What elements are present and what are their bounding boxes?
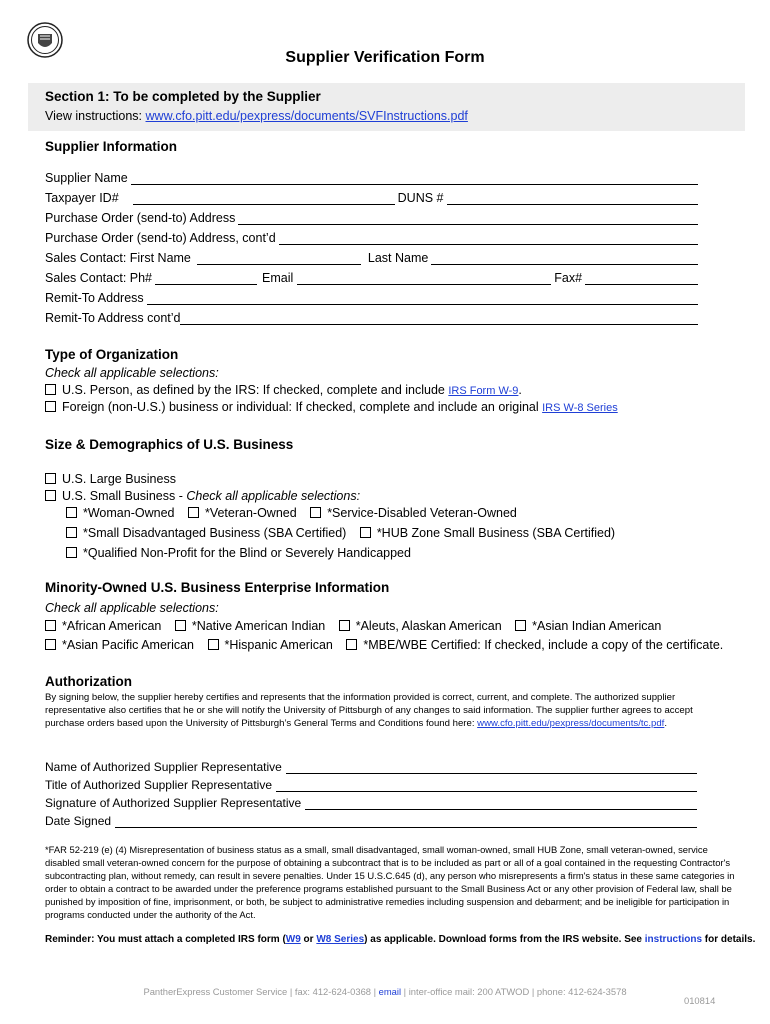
duns-label: DUNS # bbox=[397, 191, 444, 205]
instructions-link[interactable]: www.cfo.pitt.edu/pexpress/documents/SVFInstructions.pdf bbox=[145, 109, 468, 123]
remit-to-row bbox=[45, 288, 701, 305]
minority-row-1 bbox=[45, 619, 671, 633]
mbe-wbe-checkbox[interactable] bbox=[346, 639, 357, 650]
last-name-label: Last Name bbox=[367, 251, 429, 265]
supplier-info-heading: Supplier Information bbox=[45, 139, 178, 154]
far-disclaimer: *FAR 52-219 (e) (4) Misrepresentation of business status as a small, small disadvantaged, small woman-owned, small HUB Zone, small veteran-owned, service disabled small veteran-owned concern for the purpose of obtaining a subcontract that is to be included as part or all of a goal contained in the requesting Contractor's subcontracting plan, without remedy, can result in severe penalties. Under 15 U.S.C.645 (d), any person who misrepresents a firm's status in these same categories in order to obtain a contract to be awarded under the preference programs established pursuant to the Small Business Act or any other provision of Federal law, shall be punished by imposition of fine, imprisonment, or both, be subject to administrative remedies including suspension and debarment; and be ineligible for participation in programs conducted under the authority of the Act. bbox=[45, 844, 735, 920]
form-code: 010814 bbox=[684, 995, 716, 1006]
remit-to-field[interactable] bbox=[147, 291, 698, 305]
org-type-heading: Type of Organization bbox=[45, 347, 179, 362]
form-title: Supplier Verification Form bbox=[285, 49, 485, 66]
small-business-label: U.S. Small Business - bbox=[62, 489, 187, 503]
supplier-name-field[interactable] bbox=[131, 171, 698, 185]
email-label: Email bbox=[262, 271, 294, 285]
taxpayer-row bbox=[45, 188, 701, 205]
foreign-option bbox=[45, 400, 618, 414]
african-american-checkbox[interactable] bbox=[45, 620, 56, 631]
remit-to-cont-field[interactable] bbox=[180, 311, 698, 325]
authorization-text bbox=[45, 691, 717, 730]
footer-right: | inter-office mail: 200 ATWOD | phone: 412-624-3578 bbox=[401, 986, 627, 997]
reminder-or: or bbox=[300, 934, 317, 945]
small-business-checkbox[interactable] bbox=[45, 490, 56, 501]
rep-signature-label: Signature of Authorized Supplier Representative bbox=[45, 796, 302, 810]
rep-title-row bbox=[45, 776, 697, 792]
org-type-note: Check all applicable selections: bbox=[45, 366, 219, 380]
rep-title-label: Title of Authorized Supplier Representative bbox=[45, 778, 273, 792]
fax-field[interactable] bbox=[585, 271, 698, 285]
us-person-label: U.S. Person, as defined by the IRS: If checked, complete and include bbox=[62, 383, 449, 397]
hubzone-checkbox[interactable] bbox=[360, 527, 371, 538]
first-name-field[interactable] bbox=[197, 251, 361, 265]
small-business-row-3 bbox=[66, 546, 421, 560]
section-1-banner bbox=[28, 83, 745, 131]
asian-indian-label: *Asian Indian American bbox=[532, 619, 662, 633]
w8-series-link[interactable]: W8 Series bbox=[316, 934, 365, 945]
small-business-row-2 bbox=[66, 526, 625, 540]
native-american-checkbox[interactable] bbox=[175, 620, 186, 631]
large-business-label: U.S. Large Business bbox=[62, 472, 176, 486]
minority-note: Check all applicable selections: bbox=[45, 601, 219, 615]
nonprofit-checkbox[interactable] bbox=[66, 547, 77, 558]
sales-contact-phone-row bbox=[45, 268, 701, 285]
phone-field[interactable] bbox=[155, 271, 257, 285]
us-person-checkbox[interactable] bbox=[45, 384, 56, 395]
nonprofit-label: *Qualified Non-Profit for the Blind or Severely Handicapped bbox=[83, 546, 411, 560]
remit-to-label: Remit-To Address bbox=[45, 291, 144, 305]
terms-conditions-link[interactable]: www.cfo.pitt.edu/pexpress/documents/tc.pdf bbox=[477, 718, 665, 729]
sdb-checkbox[interactable] bbox=[66, 527, 77, 538]
us-person-option bbox=[45, 383, 522, 397]
reminder-line bbox=[45, 934, 755, 945]
supplier-name-label: Supplier Name bbox=[45, 171, 128, 185]
first-name-label: Sales Contact: First Name bbox=[45, 251, 191, 265]
hispanic-checkbox[interactable] bbox=[208, 639, 219, 650]
african-american-label: *African American bbox=[62, 619, 162, 633]
instructions-reminder-link[interactable]: instructions bbox=[644, 934, 703, 945]
authorization-period: . bbox=[664, 718, 667, 729]
footer-contact bbox=[0, 986, 770, 997]
native-american-label: *Native American Indian bbox=[191, 619, 326, 633]
small-business-option bbox=[45, 489, 360, 503]
date-signed-row bbox=[45, 812, 697, 828]
small-business-note: Check all applicable selections: bbox=[186, 489, 361, 503]
reminder-mid: ) as applicable. Download forms from the IRS website. See bbox=[364, 934, 645, 945]
date-signed-field[interactable] bbox=[115, 815, 697, 828]
sdvo-label: *Service-Disabled Veteran-Owned bbox=[327, 506, 517, 520]
veteran-owned-label: *Veteran-Owned bbox=[204, 506, 297, 520]
fax-label: Fax# bbox=[554, 271, 583, 285]
hispanic-label: *Hispanic American bbox=[224, 638, 333, 652]
remit-to-cont-row bbox=[45, 308, 701, 325]
asian-indian-checkbox[interactable] bbox=[515, 620, 526, 631]
taxpayer-id-label: Taxpayer ID# bbox=[45, 191, 119, 205]
reminder-end: for details. bbox=[702, 934, 756, 945]
instructions-line bbox=[45, 109, 468, 123]
irs-form-w9-link[interactable]: IRS Form W-9 bbox=[448, 385, 519, 397]
po-address-row bbox=[45, 208, 701, 225]
rep-name-field[interactable] bbox=[286, 761, 697, 774]
aleuts-checkbox[interactable] bbox=[339, 620, 350, 631]
minority-heading: Minority-Owned U.S. Business Enterprise Information bbox=[45, 580, 390, 595]
supplier-name-row bbox=[45, 168, 701, 185]
instructions-label: View instructions: bbox=[45, 109, 146, 123]
aleuts-label: *Aleuts, Alaskan American bbox=[355, 619, 502, 633]
us-person-period: . bbox=[518, 383, 522, 397]
remit-to-cont-label: Remit-To Address cont’d bbox=[45, 311, 181, 325]
woman-owned-checkbox[interactable] bbox=[66, 507, 77, 518]
footer-left: PantherExpress Customer Service | fax: 412-624-0368 | bbox=[143, 986, 379, 997]
w9-link[interactable]: W9 bbox=[285, 934, 301, 945]
rep-signature-row bbox=[45, 794, 697, 810]
rep-name-row bbox=[45, 758, 697, 774]
authorization-heading: Authorization bbox=[45, 674, 132, 689]
irs-w8-series-link[interactable]: IRS W-8 Series bbox=[542, 402, 618, 414]
po-address-cont-field[interactable] bbox=[279, 231, 698, 245]
last-name-field[interactable] bbox=[431, 251, 698, 265]
footer-email-link[interactable]: email bbox=[378, 986, 402, 997]
foreign-checkbox[interactable] bbox=[45, 401, 56, 412]
sales-contact-name-row bbox=[45, 248, 701, 265]
phone-label: Sales Contact: Ph# bbox=[45, 271, 153, 285]
minority-row-2 bbox=[45, 638, 733, 652]
size-demographics-heading: Size & Demographics of U.S. Business bbox=[45, 437, 294, 452]
small-business-row-1 bbox=[66, 506, 527, 520]
rep-title-field[interactable] bbox=[276, 779, 697, 792]
section-1-heading: Section 1: To be completed by the Supplier bbox=[45, 89, 321, 104]
sdb-label: *Small Disadvantaged Business (SBA Certified) bbox=[83, 526, 347, 540]
rep-name-label: Name of Authorized Supplier Representative bbox=[45, 760, 282, 774]
rep-signature-field[interactable] bbox=[305, 797, 697, 810]
large-business-checkbox[interactable] bbox=[45, 473, 56, 484]
po-address-cont-label: Purchase Order (send-to) Address, cont’d bbox=[45, 231, 276, 245]
asian-pacific-checkbox[interactable] bbox=[45, 639, 56, 650]
po-address-cont-row bbox=[45, 228, 701, 245]
po-address-label: Purchase Order (send-to) Address bbox=[45, 211, 236, 225]
sdvo-checkbox[interactable] bbox=[310, 507, 321, 518]
woman-owned-label: *Woman-Owned bbox=[83, 506, 175, 520]
hubzone-label: *HUB Zone Small Business (SBA Certified) bbox=[376, 526, 616, 540]
taxpayer-id-field[interactable] bbox=[133, 191, 395, 205]
duns-field[interactable] bbox=[447, 191, 699, 205]
email-field[interactable] bbox=[297, 271, 551, 285]
foreign-label: Foreign (non-U.S.) business or individual: If checked, complete and include an original bbox=[62, 400, 543, 414]
veteran-owned-checkbox[interactable] bbox=[188, 507, 199, 518]
po-address-field[interactable] bbox=[238, 211, 698, 225]
asian-pacific-label: *Asian Pacific American bbox=[62, 638, 195, 652]
large-business-option bbox=[45, 472, 176, 486]
date-signed-label: Date Signed bbox=[45, 814, 112, 828]
authorization-body: By signing below, the supplier hereby certifies and represents that the information provided is correct, current, and complete. The authorized supplier representative also certifies that he or she will notify the University of Pittsburgh of any changes to said information. The supplier further agrees to accept purchase orders based upon the University of Pittsburgh’s General Terms and Conditions found here: bbox=[45, 692, 693, 729]
reminder-start: Reminder: You must attach a completed IRS form ( bbox=[45, 934, 286, 945]
mbe-wbe-label: *MBE/WBE Certified: If checked, include a copy of the certificate. bbox=[363, 638, 724, 652]
